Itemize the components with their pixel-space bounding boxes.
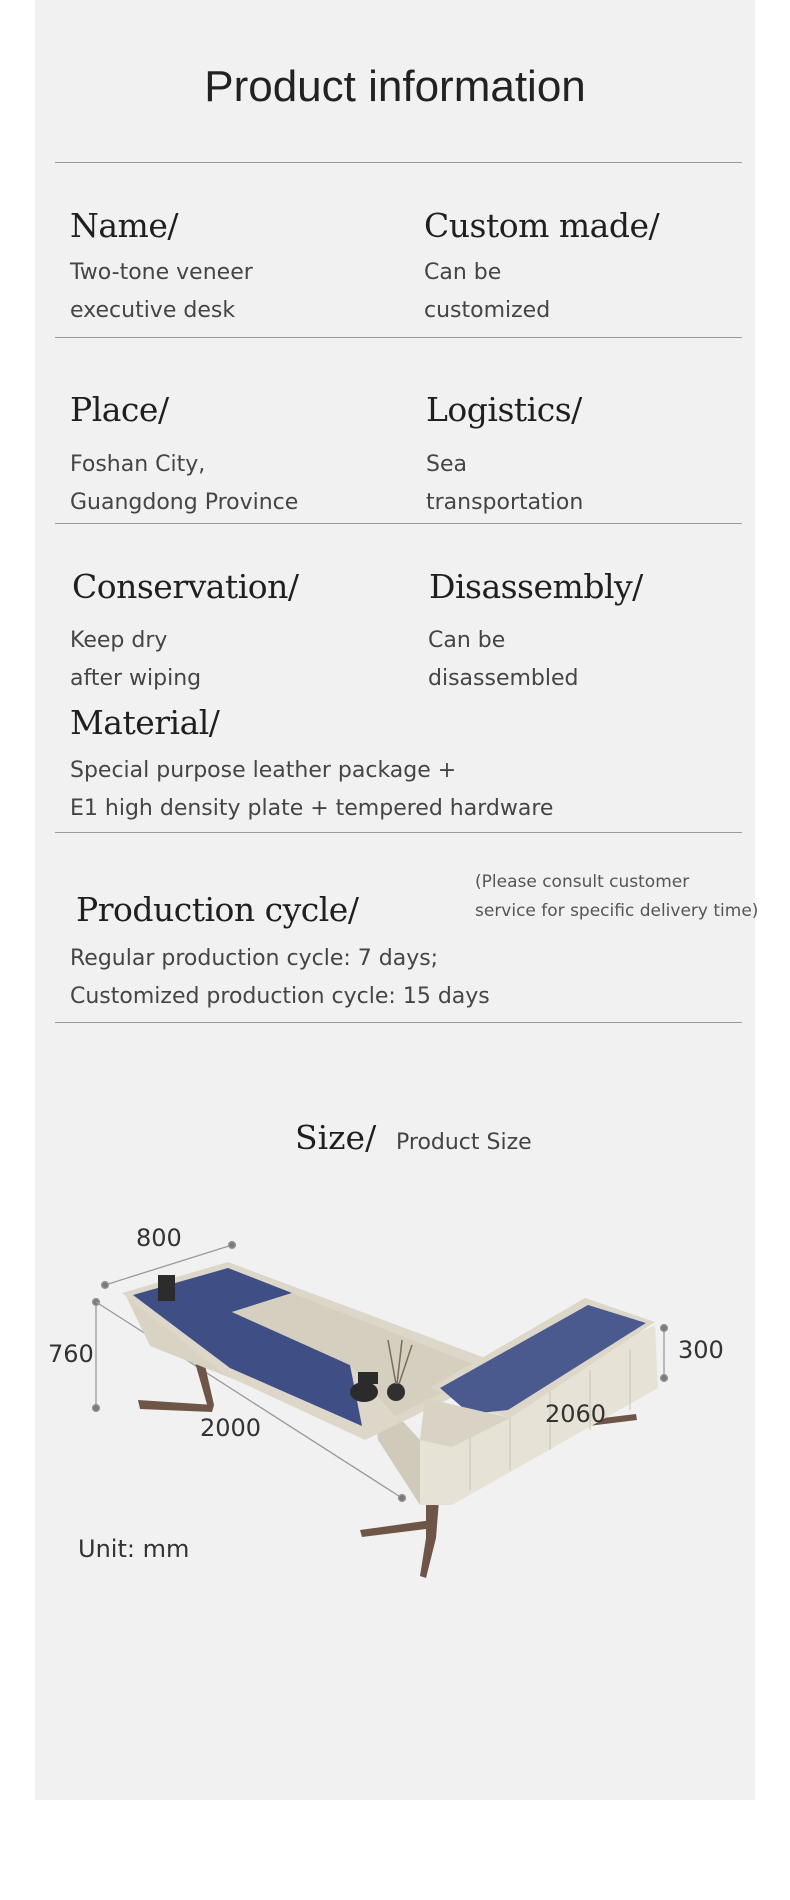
conservation-value-line1: Keep dry xyxy=(70,628,168,653)
production-note-line1: (Please consult customer xyxy=(475,872,690,892)
length-dimension: 2000 xyxy=(200,1414,262,1442)
unit-label: Unit: mm xyxy=(78,1535,190,1563)
name-value-line2: executive desk xyxy=(70,298,236,323)
custom-made-value-line1: Can be xyxy=(424,260,502,285)
disassembly-value-line2: disassembled xyxy=(428,666,579,691)
guide-dot xyxy=(229,1242,236,1249)
place-value-line1: Foshan City, xyxy=(70,452,206,477)
guide-dot xyxy=(102,1282,109,1289)
custom-made-label: Custom made/ xyxy=(424,206,660,245)
production-cycle-label: Production cycle/ xyxy=(76,890,359,929)
guide-dot xyxy=(399,1495,406,1502)
desk-accessory xyxy=(158,1275,175,1301)
guide-dot xyxy=(661,1325,668,1332)
name-label: Name/ xyxy=(70,206,178,245)
logistics-value-line1: Sea xyxy=(426,452,467,477)
disassembly-value-line1: Can be xyxy=(428,628,506,653)
desk-accessory xyxy=(350,1382,378,1402)
name-value-line1: Two-tone veneer xyxy=(70,260,253,285)
desk-accessory xyxy=(387,1383,405,1401)
conservation-value-line2: after wiping xyxy=(70,666,202,691)
production-note-line2: service for specific delivery time) xyxy=(475,901,759,921)
return-length-dimension: 2060 xyxy=(545,1400,607,1428)
logistics-label: Logistics/ xyxy=(426,390,582,429)
size-subheading: Product Size xyxy=(396,1130,532,1155)
page-title: Product information xyxy=(204,62,586,111)
height-dimension: 760 xyxy=(48,1340,94,1368)
desk-accessory xyxy=(358,1372,378,1384)
front-leg-foot xyxy=(360,1520,434,1537)
guide-dot xyxy=(93,1405,100,1412)
logistics-value-line2: transportation xyxy=(426,490,584,515)
conservation-label: Conservation/ xyxy=(72,567,299,606)
guide-dot xyxy=(661,1375,668,1382)
material-label: Material/ xyxy=(70,703,220,742)
material-value-line1: Special purpose leather package + xyxy=(70,758,457,783)
place-value-line2: Guangdong Province xyxy=(70,490,299,515)
disassembly-label: Disassembly/ xyxy=(429,567,643,606)
left-leg-foot xyxy=(138,1400,214,1412)
production-cycle-line2: Customized production cycle: 15 days xyxy=(70,984,490,1009)
custom-made-value-line2: customized xyxy=(424,298,551,323)
depth-dimension: 800 xyxy=(136,1224,182,1252)
size-heading: Size/ xyxy=(295,1118,377,1157)
return-depth-dimension: 300 xyxy=(678,1336,724,1364)
material-value-line2: E1 high density plate + tempered hardware xyxy=(70,796,554,821)
place-label: Place/ xyxy=(70,390,169,429)
production-cycle-line1: Regular production cycle: 7 days; xyxy=(70,946,439,971)
